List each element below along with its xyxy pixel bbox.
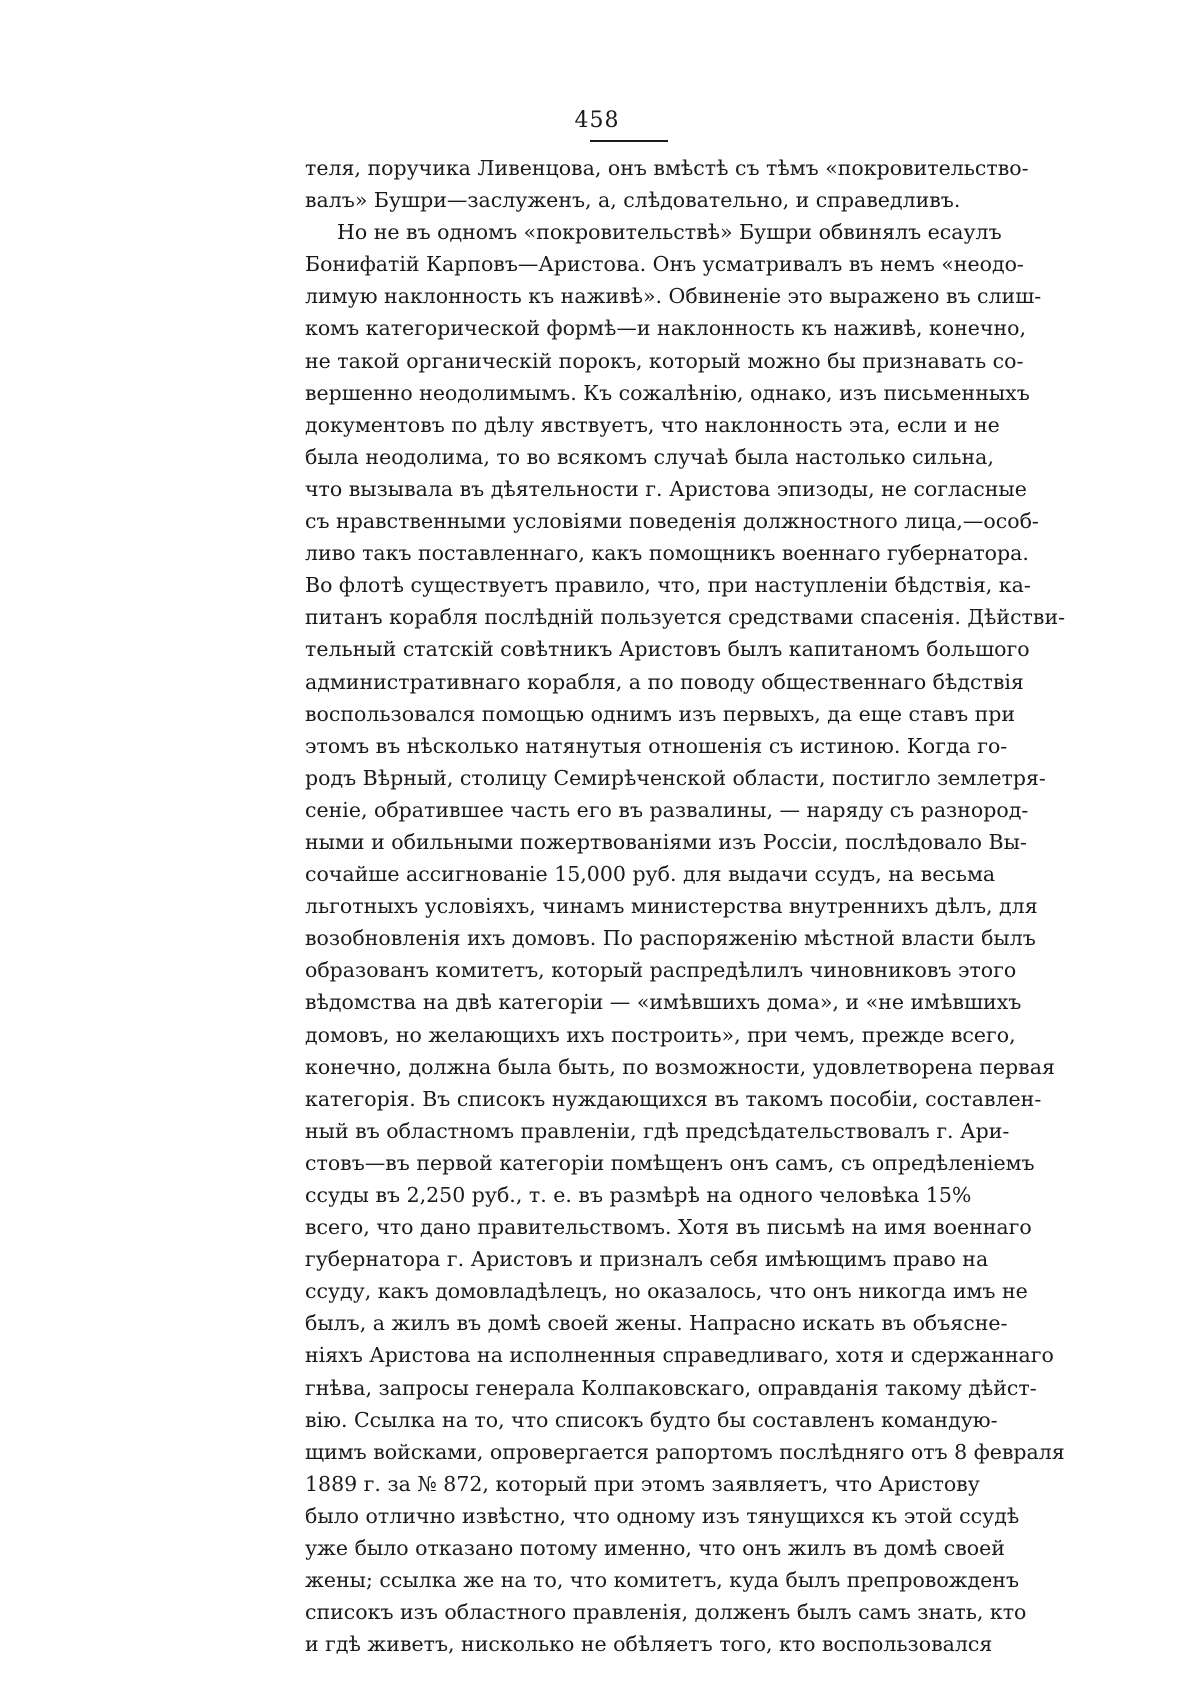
text-line: ными и обильными пожертвованіями изъ Россіи, послѣдовало Вы- — [305, 829, 1027, 854]
text-line: щимъ войсками, опровергается рапортомъ послѣдняго отъ 8 февраля — [305, 1439, 1065, 1464]
body-text — [305, 152, 1066, 1660]
text-line: воспользовался помощью однимъ изъ первыхъ, да еще ставъ при — [305, 701, 1016, 726]
text-line: ніяхъ Аристова на исполненныя справедливаго, хотя и сдержаннаго — [305, 1343, 1054, 1368]
text-line: комъ категорической формѣ—и наклонность къ наживѣ, конечно, — [305, 316, 1027, 341]
text-line: льготныхъ условіяхъ, чинамъ министерства внутреннихъ дѣлъ, для — [305, 894, 1038, 919]
text-line: вершенно неодолимымъ. Къ сожалѣнію, однако, изъ письменныхъ — [305, 380, 1030, 405]
text-line: вію. Ссылка на то, что списокъ будто бы составленъ командую- — [305, 1407, 998, 1432]
text-line: что вызывала въ дѣятельности г. Аристова эпизоды, не согласные — [305, 476, 1027, 501]
text-line: губернатора г. Аристовъ и призналъ себя имѣющимъ право на — [305, 1247, 989, 1272]
text-line: валъ» Бушри—заслуженъ, а, слѣдовательно, и справедливъ. — [305, 188, 961, 213]
text-line: теля, поручика Ливенцова, онъ вмѣстѣ съ тѣмъ «покровительство- — [305, 156, 1029, 180]
text-line: категорія. Въ списокъ нуждающихся въ такомъ пособіи, составлен- — [305, 1086, 1042, 1111]
text-line: былъ, а жилъ въ домѣ своей жены. Напрасно искать въ объясне- — [305, 1311, 1008, 1336]
text-line: Но не въ одномъ «покровительствѣ» Бушри обвинялъ есаулъ — [337, 220, 1002, 245]
text-line: Во флотѣ существуетъ правило, что, при наступленіи бѣдствія, ка- — [305, 573, 1031, 598]
page-number: 458 — [574, 108, 620, 133]
text-line: уже было отказано потому именно, что онъ жилъ въ домѣ своей — [305, 1536, 1005, 1561]
text-line: родъ Вѣрный, столицу Семирѣченской области, постигло землетря- — [305, 765, 1046, 790]
text-line: ливо такъ поставленнаго, какъ помощникъ военнаго губернатора. — [305, 541, 1029, 566]
text-line: гнѣва, запросы генерала Колпаковскаго, оправданія такому дѣйст- — [305, 1375, 1037, 1400]
text-line: ссуду, какъ домовладѣлецъ, но оказалось, что онъ никогда имъ не — [305, 1279, 1028, 1304]
text-line: документовъ по дѣлу явствуетъ, что наклонность эта, если и не — [305, 412, 1000, 437]
text-line: была неодолима, то во всякомъ случаѣ была настолько сильна, — [305, 444, 994, 469]
text-line: 1889 г. за № 872, который при этомъ заявляетъ, что Аристову — [305, 1471, 980, 1496]
text-line: ссуды въ 2,250 руб., т. е. въ размѣрѣ на одного человѣка 15% — [305, 1183, 972, 1207]
text-line: вѣдомства на двѣ категоріи — «имѣвшихъ дома», и «не имѣвшихъ — [305, 990, 1022, 1015]
text-line: съ нравственными условіями поведенія должностного лица,—особ- — [305, 509, 1039, 534]
text-line: списокъ изъ областного правленія, долженъ былъ самъ знать, кто — [305, 1600, 1027, 1625]
text-line: этомъ въ нѣсколько натянутыя отношенія съ истиною. Когда го- — [305, 733, 1008, 758]
page-number-rule — [590, 140, 668, 142]
text-line: стовъ—въ первой категоріи помѣщенъ онъ самъ, съ опредѣленіемъ — [305, 1150, 1035, 1175]
text-line: административнаго корабля, а по поводу общественнаго бѣдствія — [305, 669, 1024, 694]
text-line: тельный статскій совѣтникъ Аристовъ былъ капитаномъ большого — [305, 637, 1030, 662]
text-line: всего, что дано правительствомъ. Хотя въ письмѣ на имя военнаго — [305, 1215, 1032, 1240]
text-line: Бонифатій Карповъ—Аристова. Онъ усматривалъ въ немъ «неодо- — [305, 252, 1024, 277]
paragraph-1 — [305, 152, 1029, 216]
text-line: питанъ корабля послѣдній пользуется средствами спасенія. Дѣйстви- — [305, 605, 1066, 630]
text-line: ный въ областномъ правленіи, гдѣ предсѣдательствовалъ г. Ари- — [305, 1118, 1010, 1143]
text-line: возобновленія ихъ домовъ. По распоряженію мѣстной власти былъ — [305, 926, 1036, 951]
text-line: не такой органическій порокъ, который можно бы признавать со- — [305, 348, 1024, 373]
text-line: домовъ, но желающихъ ихъ построить», при чемъ, прежде всего, — [305, 1022, 1016, 1047]
text-line: и гдѣ живетъ, нисколько не обѣляетъ того, кто воспользовался — [305, 1632, 993, 1657]
text-line: конечно, должна была быть, по возможности, удовлетворена первая — [305, 1054, 1055, 1079]
text-line: образованъ комитетъ, который распредѣлилъ чиновниковъ этого — [305, 958, 1017, 983]
text-line: сочайше ассигнованіе 15,000 руб. для выдачи ссудъ, на весьма — [305, 862, 996, 887]
text-line: жены; ссылка же на то, что комитетъ, куда былъ препровожденъ — [305, 1568, 1019, 1593]
text-line: было отлично извѣстно, что одному изъ тянущихся къ этой ссудѣ — [305, 1503, 1020, 1528]
text-line: лимую наклонность къ наживѣ». Обвиненіе это выражено въ слиш- — [305, 284, 1042, 309]
text-line: сеніе, обратившее часть его въ развалины, — наряду съ разнород- — [305, 797, 1029, 822]
paragraph-2 — [305, 216, 1066, 1660]
